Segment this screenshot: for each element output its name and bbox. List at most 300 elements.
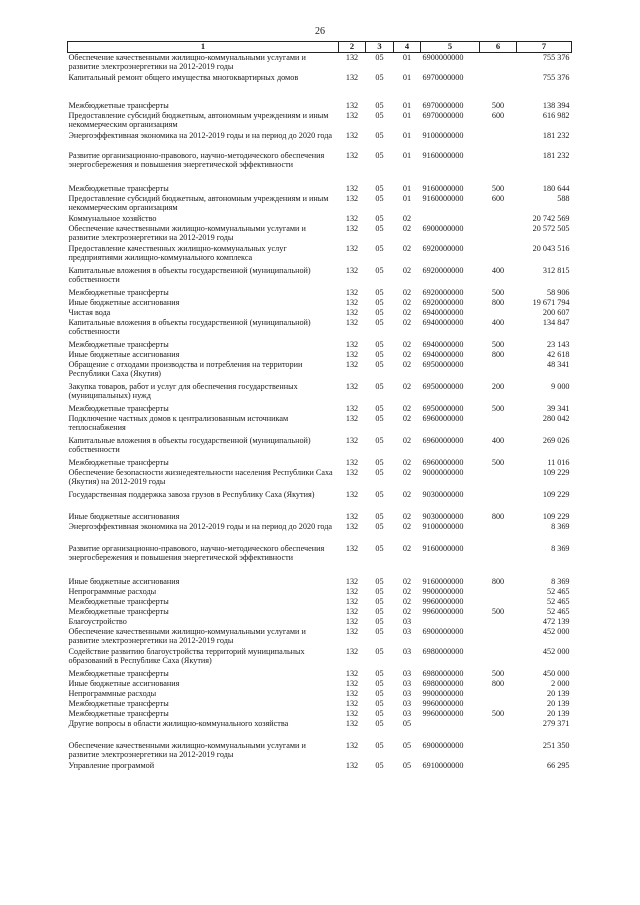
cell-expense-type [480,53,517,73]
cell-name: Энергоэффективная экономика на 2012-2019 годы и на период до 2020 года [68,130,333,140]
cell-amount: 755 376 [542,53,570,62]
cell-target-code: 9160000000 [422,576,464,586]
table-row [68,224,572,244]
cell-ministry-code: 132 [345,339,359,349]
cell-name: Обеспечение безопасности жизнедеятельности населения Республики Саха (Якутия) на 2012-2019 годы [68,467,333,486]
table-row [68,512,572,522]
cell-ministry-code: 132 [345,606,359,616]
cell-name: Государственная поддержка завоза грузов в Республику Саха (Якутия) [68,489,315,499]
cell-ministry-code: 132 [345,698,359,708]
cell-name: Межбюджетные трансферты [68,596,169,606]
cell-target-code: 9900000000 [422,688,464,698]
cell-target-code: 6980000000 [422,668,464,678]
cell-amount: 450 000 [542,668,570,678]
cell-section-code: 05 [375,403,384,413]
cell-amount: 109 229 [542,511,570,521]
cell-ministry-code: 132 [345,740,359,750]
cell-name: Непрограммные расходы [68,586,157,596]
cell-expense-type [480,308,517,318]
cell-amount: 180 644 [542,183,570,193]
table-row [68,266,572,288]
cell-section-code: 05 [375,435,384,445]
cell-amount: 58 906 [546,287,570,297]
table-row [68,587,572,597]
table-row [68,617,572,627]
cell-amount: 109 229 [542,467,570,477]
cell-section-code: 05 [375,339,384,349]
cell-subsection-code: 02 [402,435,412,445]
cell-target-code [421,719,480,729]
cell-expense-type: 500 [491,183,505,193]
table-row [68,741,572,761]
cell-target-code: 9160000000 [422,543,464,553]
table-row [68,689,572,699]
cell-amount: 20 139 [546,698,570,708]
table-row [68,308,572,318]
cell-ministry-code: 132 [345,457,359,467]
cell-section-code: 05 [375,668,384,678]
cell-target-code: 6900000000 [422,53,464,62]
cell-section-code: 05 [375,130,384,140]
cell-section-code: 05 [375,317,384,327]
cell-expense-type [480,73,517,101]
cell-subsection-code: 02 [402,467,412,477]
cell-name: Межбюджетные трансферты [68,457,169,467]
cell-amount: 20 572 505 [532,223,570,233]
cell-name: Межбюджетные трансферты [68,339,169,349]
cell-name: Обеспечение качественными жилищно-коммунальными услугами и развитие электроэнергетики на 2012-2019 годы [68,223,306,242]
cell-amount: 312 815 [542,265,570,275]
cell-expense-type [480,490,517,512]
cell-name: Капитальные вложения в объекты государственной (муниципальной) собственности [68,265,311,284]
cell-amount [517,729,572,741]
cell-section-code: 05 [375,511,384,521]
cell-name: Непрограммные расходы [68,688,157,698]
cell-target-code: 6960000000 [422,457,464,467]
cell-section-code: 05 [375,297,384,307]
cell-target-code: 6910000000 [422,760,464,770]
cell-target-code: 6940000000 [422,307,464,317]
cell-section-code: 05 [375,349,384,359]
cell-ministry-code: 132 [345,718,359,728]
cell-amount: 588 [557,193,570,203]
cell-subsection-code: 02 [402,307,412,317]
cell-expense-type: 200 [491,381,505,391]
cell-expense-type: 400 [491,265,505,275]
column-header-3: 3 [366,42,394,53]
cell-amount: 279 371 [542,718,570,728]
cell-amount: 20 043 516 [532,243,570,253]
cell-name: Капитальный ремонт общего имущества многоквартирных домов [68,72,299,82]
table-row [68,404,572,414]
cell-expense-type: 500 [491,457,505,467]
cell-expense-type [480,617,517,627]
cell-name: Коммунальное хозяйство [68,213,157,223]
table-row [68,679,572,689]
cell-name: Межбюджетные трансферты [68,403,169,413]
table-row [68,436,572,458]
cell-target-code: 6980000000 [422,646,464,656]
cell-name: Предоставление субсидий бюджетным, автономным учреждениям и иным некоммерческим организациям [68,110,329,129]
cell-amount: 42 618 [546,349,570,359]
cell-name: Развитие организационно-правового, научно-методического обеспечения энергосбережения и повышения энергетической эффективности [68,543,325,562]
cell-amount: 20 742 569 [532,213,570,223]
cell-target-code: 6980000000 [422,678,464,688]
table-row [68,382,572,404]
cell-amount: 8 369 [551,543,570,553]
cell-subsection-code: 02 [402,317,412,327]
cell-section-code: 05 [375,467,384,477]
cell-target-code [421,617,480,627]
table-row [68,101,572,111]
cell-expense-type [480,627,517,647]
cell-amount: 472 139 [542,616,570,626]
table-row [68,490,572,512]
cell-ministry-code: 132 [345,596,359,606]
cell-target-code: 6920000000 [422,287,464,297]
cell-subsection-code: 01 [402,72,412,82]
cell-ministry-code: 132 [345,626,359,636]
cell-section-code: 05 [375,646,384,656]
cell-expense-type: 500 [491,606,505,616]
cell-subsection-code: 02 [402,413,412,423]
table-row [68,288,572,298]
table-row [68,318,572,340]
cell-section-code: 05 [375,678,384,688]
cell-subsection-code: 02 [402,403,412,413]
cell-name: Межбюджетные трансферты [68,698,169,708]
cell-name: Межбюджетные трансферты [68,708,169,718]
table-row [68,360,572,382]
cell-expense-type: 600 [491,193,505,203]
page-number: 26 [315,26,325,37]
table-row [68,699,572,709]
cell-subsection-code: 03 [402,668,412,678]
cell-subsection-code: 02 [402,339,412,349]
cell-expense-type [480,131,517,151]
cell-subsection-code: 02 [402,243,412,253]
cell-expense-type [480,741,517,761]
cell-name: Иные бюджетные ассигнования [68,297,180,307]
cell-name: Обеспечение качественными жилищно-коммунальными услугами и развитие электроэнергетики на 2012-2019 годы [68,53,306,72]
column-header-5: 5 [421,42,480,53]
cell-expense-type [480,597,517,607]
cell-section-code: 05 [375,72,384,82]
cell-ministry-code: 132 [345,586,359,596]
cell-target-code [421,729,480,741]
cell-name: Капитальные вложения в объекты государственной (муниципальной) собственности [68,435,311,454]
table-row [68,577,572,587]
cell-section-code: 05 [375,543,384,553]
cell-section-code: 05 [375,576,384,586]
cell-name: Благоустройство [68,616,127,626]
cell-expense-type [480,468,517,490]
cell-subsection-code: 02 [402,349,412,359]
cell-expense-type: 500 [491,100,505,110]
cell-expense-type [480,761,517,771]
cell-target-code: 6940000000 [422,349,464,359]
cell-section-code: 05 [375,457,384,467]
cell-name: Чистая вода [68,307,111,317]
cell-section-code: 05 [375,760,384,770]
cell-amount: 52 465 [546,606,570,616]
cell-expense-type: 800 [491,349,505,359]
cell-expense-type: 800 [491,511,505,521]
cell-target-code: 9100000000 [422,130,464,140]
cell-section-code: 05 [375,307,384,317]
table-body [68,53,572,771]
cell-ministry-code: 132 [345,359,359,369]
cell-expense-type [480,587,517,597]
cell-section-code [366,729,394,741]
cell-target-code: 6960000000 [422,435,464,445]
table-row [68,244,572,266]
cell-name: Межбюджетные трансферты [68,668,169,678]
table-row [68,468,572,490]
cell-subsection-code: 03 [402,678,412,688]
table-row [68,522,572,544]
table-header-row [68,42,572,53]
cell-amount: 269 026 [542,435,570,445]
cell-amount: 48 341 [546,359,570,369]
cell-amount: 200 607 [542,307,570,317]
cell-subsection-code: 02 [402,359,412,369]
cell-ministry-code: 132 [345,100,359,110]
cell-ministry-code: 132 [345,307,359,317]
cell-target-code: 9030000000 [422,489,464,499]
cell-target-code: 9960000000 [422,708,464,718]
table-row [68,414,572,436]
cell-amount: 23 143 [546,339,570,349]
cell-ministry-code: 132 [345,53,359,62]
cell-subsection-code: 01 [402,193,412,203]
cell-ministry-code: 132 [345,521,359,531]
cell-name: Содействие развитию благоустройства территорий муниципальных образований в Республике Саха (Якутия) [68,646,305,665]
cell-subsection-code: 02 [402,596,412,606]
cell-expense-type: 800 [491,576,505,586]
cell-section-code: 05 [375,150,384,160]
cell-expense-type [480,647,517,669]
table-row [68,458,572,468]
cell-subsection-code: 03 [402,708,412,718]
cell-section-code: 05 [375,740,384,750]
table-row [68,53,572,73]
cell-amount: 19 671 794 [532,297,570,307]
cell-expense-type: 500 [491,339,505,349]
cell-section-code: 05 [375,359,384,369]
cell-section-code: 05 [375,521,384,531]
cell-subsection-code [394,729,421,741]
cell-section-code: 05 [375,287,384,297]
cell-name: Управление программой [68,760,155,770]
cell-ministry-code: 132 [345,413,359,423]
cell-ministry-code: 132 [345,543,359,553]
cell-target-code: 9960000000 [422,596,464,606]
cell-section-code: 05 [375,626,384,636]
cell-target-code: 6900000000 [422,626,464,636]
cell-name: Иные бюджетные ассигнования [68,576,180,586]
table-row [68,131,572,151]
cell-name: Подключение частных домов к централизованным источникам теплоснабжения [68,413,289,432]
cell-amount: 181 232 [542,130,570,140]
cell-target-code: 6960000000 [422,413,464,423]
cell-amount: 11 016 [547,457,570,467]
cell-amount: 181 232 [542,150,570,160]
cell-expense-type: 500 [491,708,505,718]
cell-subsection-code: 02 [402,489,412,499]
cell-name: Обеспечение качественными жилищно-коммунальными услугами и развитие электроэнергетики на 2012-2019 годы [68,626,306,645]
cell-target-code: 6900000000 [422,740,464,750]
cell-section-code: 05 [375,606,384,616]
cell-ministry-code: 132 [345,193,359,203]
cell-section-code: 05 [375,223,384,233]
cell-expense-type [480,244,517,266]
cell-expense-type: 500 [491,287,505,297]
cell-amount: 52 465 [546,596,570,606]
cell-name: Предоставление субсидий бюджетным, автономным учреждениям и иным некоммерческим организациям [68,193,329,212]
cell-section-code: 05 [375,698,384,708]
cell-name: Иные бюджетные ассигнования [68,511,180,521]
cell-expense-type [480,719,517,729]
table-row [68,719,572,729]
cell-expense-type: 800 [491,678,505,688]
cell-target-code: 9160000000 [422,193,464,203]
cell-subsection-code: 02 [402,521,412,531]
cell-section-code: 05 [375,381,384,391]
cell-subsection-code: 02 [402,606,412,616]
cell-expense-type [480,689,517,699]
cell-target-code: 6950000000 [422,403,464,413]
cell-subsection-code: 03 [402,616,412,626]
cell-ministry-code: 132 [345,297,359,307]
cell-section-code: 05 [375,718,384,728]
cell-ministry-code: 132 [345,265,359,275]
cell-expense-type: 600 [491,110,505,120]
cell-subsection-code: 02 [402,457,412,467]
cell-expense-type: 400 [491,317,505,327]
cell-section-code: 05 [375,100,384,110]
cell-ministry-code: 132 [345,688,359,698]
cell-section-code: 05 [375,489,384,499]
table-row [68,214,572,224]
cell-amount: 2 000 [551,678,570,688]
cell-ministry-code: 132 [345,467,359,477]
cell-ministry-code: 132 [345,668,359,678]
cell-expense-type [480,522,517,544]
cell-expense-type [480,729,517,741]
cell-ministry-code: 132 [345,130,359,140]
cell-section-code: 05 [375,110,384,120]
table-row [68,340,572,350]
cell-amount: 251 350 [542,740,570,750]
cell-target-code: 9160000000 [422,183,464,193]
cell-subsection-code: 05 [402,760,412,770]
cell-expense-type: 500 [491,668,505,678]
cell-ministry-code: 132 [345,616,359,626]
cell-amount: 134 847 [542,317,570,327]
cell-target-code: 6940000000 [422,339,464,349]
cell-section-code: 05 [375,265,384,275]
cell-ministry-code: 132 [345,72,359,82]
cell-ministry-code: 132 [345,317,359,327]
cell-subsection-code: 05 [402,718,412,728]
cell-section-code: 05 [375,688,384,698]
cell-expense-type [480,151,517,184]
cell-subsection-code: 01 [402,100,412,110]
cell-subsection-code: 02 [402,586,412,596]
cell-target-code: 9960000000 [422,606,464,616]
cell-subsection-code: 03 [402,646,412,656]
cell-subsection-code: 05 [402,740,412,750]
table-row [68,350,572,360]
cell-amount: 9 000 [551,381,570,391]
cell-subsection-code: 02 [402,511,412,521]
cell-expense-type [480,224,517,244]
cell-name: Иные бюджетные ассигнования [68,349,180,359]
budget-table [67,41,572,771]
cell-ministry-code: 132 [345,349,359,359]
cell-ministry-code [339,729,366,741]
table-row [68,194,572,214]
cell-expense-type [480,414,517,436]
cell-expense-type: 800 [491,297,505,307]
cell-target-code: 6920000000 [422,265,464,275]
column-header-4: 4 [394,42,421,53]
cell-amount: 66 295 [546,760,570,770]
cell-name: Развитие организационно-правового, научно-методического обеспечения энергосбережения и повышения энергетической эффективности [68,150,325,169]
cell-ministry-code: 132 [345,110,359,120]
cell-target-code [421,214,480,224]
cell-amount: 452 000 [542,646,570,656]
cell-expense-type: 500 [491,403,505,413]
cell-ministry-code: 132 [345,489,359,499]
cell-subsection-code: 03 [402,688,412,698]
cell-amount: 755 376 [542,72,570,82]
cell-target-code: 6900000000 [422,223,464,233]
cell-amount: 616 982 [542,110,570,120]
cell-amount: 20 139 [546,688,570,698]
table-row [68,544,572,577]
cell-section-code: 05 [375,193,384,203]
cell-target-code: 6950000000 [422,359,464,369]
cell-subsection-code: 02 [402,287,412,297]
cell-amount: 452 000 [542,626,570,636]
cell-target-code: 6950000000 [422,381,464,391]
table-row [68,607,572,617]
cell-section-code: 05 [375,243,384,253]
cell-ministry-code: 132 [345,223,359,233]
column-header-2: 2 [339,42,366,53]
cell-subsection-code: 02 [402,543,412,553]
cell-ministry-code: 132 [345,576,359,586]
cell-amount: 138 394 [542,100,570,110]
cell-name: Предоставление качественных жилищно-коммунальных услуг предприятиями жилищно-коммунального комплекса [68,243,287,262]
column-header-1: 1 [68,42,339,53]
cell-expense-type [480,544,517,577]
cell-section-code: 05 [375,183,384,193]
cell-subsection-code: 01 [402,150,412,160]
cell-ministry-code: 132 [345,243,359,253]
cell-subsection-code: 02 [402,265,412,275]
cell-target-code: 9960000000 [422,698,464,708]
cell-expense-type [480,360,517,382]
cell-target-code: 9160000000 [422,150,464,160]
cell-name: Иные бюджетные ассигнования [68,678,180,688]
cell-subsection-code: 03 [402,698,412,708]
table-row [68,597,572,607]
cell-target-code: 9000000000 [422,467,464,477]
table-row [68,151,572,184]
